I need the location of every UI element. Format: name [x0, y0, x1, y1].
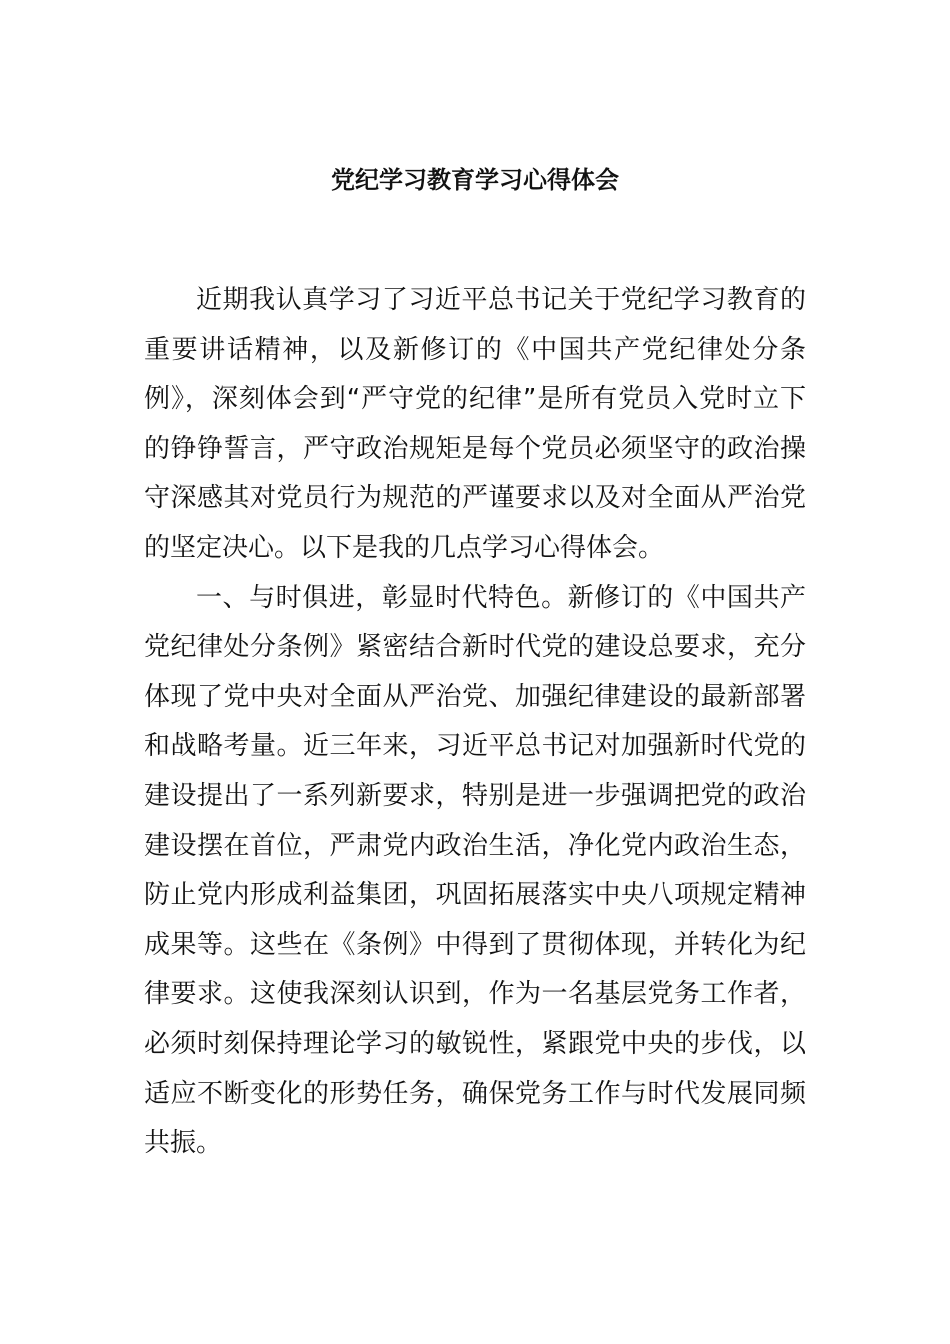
- document-body: [144, 276, 806, 1169]
- document-title: 党纪学习教育学习心得体会: [331, 166, 619, 194]
- section-one-paragraph: 一、与时俱进，彰显时代特色。新修订的《中国共产党纪律处分条例》紧密结合新时代党的建设总要求，充分体现了党中央对全面从严治党、加强纪律建设的最新部署和战略考量。近三年来，习近平总书记对加强新时代党的建设提出了一系列新要求，特别是进一步强调把党的政治建设摆在首位，严肃党内政治生活，净化党内政治生态，防止党内形成利益集团，巩固拓展落实中央八项规定精神成果等。这些在《条例》中得到了贯彻体现，并转化为纪律要求。这使我深刻认识到，作为一名基层党务工作者，必须时刻保持理论学习的敏锐性，紧跟党中央的步伐，以适应不断变化的形势任务，确保党务工作与时代发展同频共振。: [144, 582, 806, 1159]
- intro-paragraph: 近期我认真学习了习近平总书记关于党纪学习教育的重要讲话精神，以及新修订的《中国共产党纪律处分条例》，深刻体会到“严守党的纪律”是所有党员入党时立下的铮铮誓言，严守政治规矩是每个党员必须坚守的政治操守深感其对党员行为规范的严谨要求以及对全面从严治党的坚定决心。以下是我的几点学习心得体会。: [144, 285, 806, 563]
